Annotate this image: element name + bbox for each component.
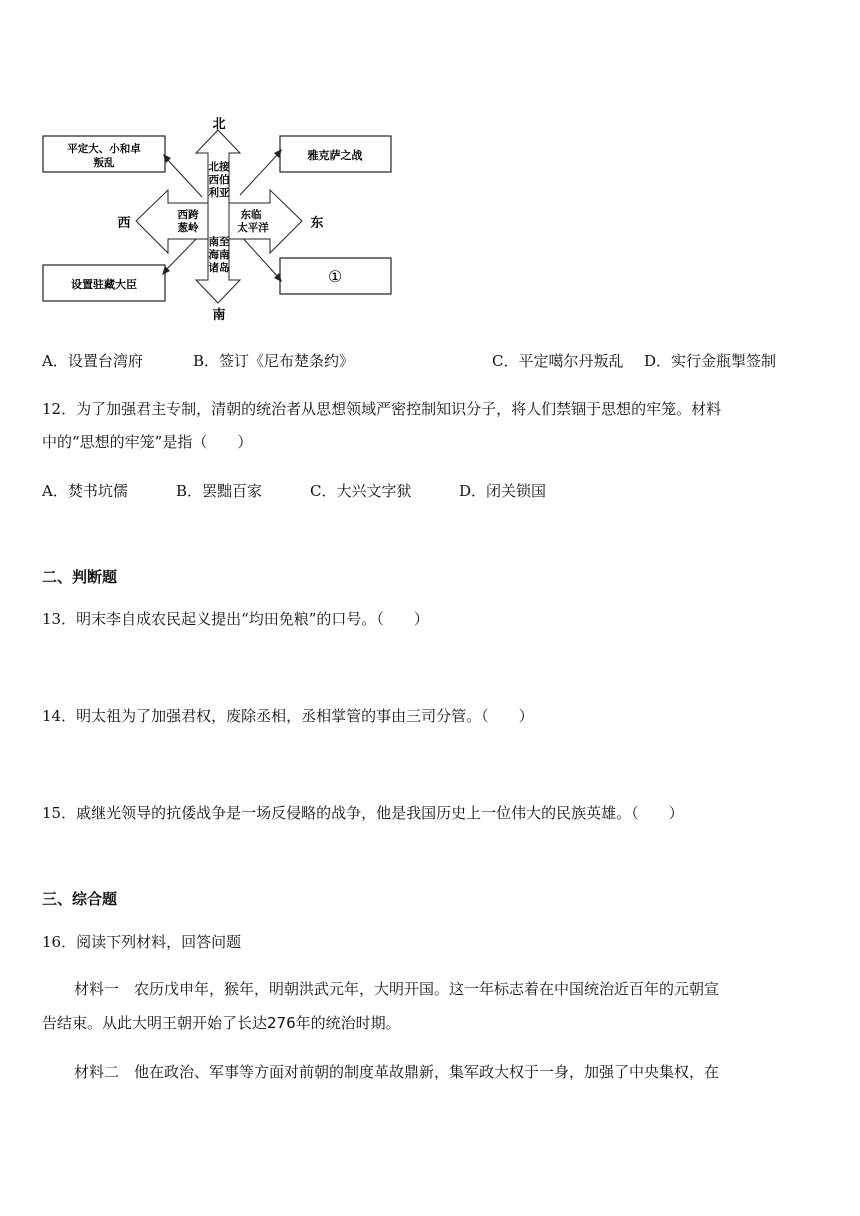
q11-option-b: B．签订《尼布楚条约》: [193, 352, 355, 370]
arrow-south-l3: 诸岛: [208, 262, 230, 274]
arrow-north-l3: 利亚: [208, 187, 230, 199]
q14-text: 14．明太祖为了加强君权，废除丞相，丞相掌管的事由三司分管。（ ）: [42, 707, 534, 725]
arrow-south-l1: 南至: [208, 236, 230, 248]
box-top-left-line2: 叛乱: [93, 157, 115, 169]
arrow-north-l1: 北接: [208, 161, 230, 173]
box-top-right-text: 雅克萨之战: [307, 149, 363, 162]
arrow-west-l1: 西跨: [177, 209, 199, 221]
arrow-east-l2: 太平洋: [237, 222, 269, 234]
q12-option-a: A．焚书坑儒: [42, 482, 128, 500]
q13-text: 13．明末李自成农民起义提出“均田免粮”的口号。（ ）: [42, 610, 429, 628]
q16-text: 16．阅读下列材料，回答问题: [42, 933, 242, 951]
box-bottom-right-marker: ①: [327, 267, 343, 286]
arrow-west-l2: 葱岭: [177, 222, 199, 234]
q12-stem-line2: 中的“思想的牢笼”是指（ ）: [42, 433, 253, 451]
q11-option-d: D．实行金瓶掣签制: [644, 352, 777, 370]
q15-text: 15．戚继光领导的抗倭战争是一场反侵略的战争，他是我国历史上一位伟大的民族英雄。（ ）: [42, 804, 684, 822]
section-heading-judgement: 二、判断题: [42, 568, 118, 586]
label-south: 南: [212, 308, 226, 323]
material1-line2: 告结束。从此大明王朝开始了长达276年的统治时期。: [42, 1014, 401, 1032]
arrow-east-l1: 东临: [240, 209, 262, 221]
q12-option-b: B．罢黜百家: [176, 482, 263, 500]
q12-option-c: C．大兴文字狱: [310, 482, 412, 500]
section-heading-comprehensive: 三、综合题: [42, 890, 118, 908]
material1-line1: 材料一 农历戊申年，猴年，明朝洪武元年，大明开国。这一年标志着在中国统治近百年的元朝宣: [74, 980, 720, 998]
territory-diagram: [30, 108, 400, 323]
arrow-south-l2: 海南: [208, 249, 230, 261]
label-west: 西: [117, 216, 131, 231]
arrow-north-l2: 西伯: [208, 174, 230, 186]
box-bottom-left-text: 设置驻藏大臣: [71, 278, 137, 291]
label-north: 北: [212, 117, 226, 132]
box-top-left-line1: 平定大、小和卓: [67, 143, 141, 155]
q12-option-d: D．闭关锁国: [459, 482, 547, 500]
q11-option-a: A．设置台湾府: [42, 352, 143, 370]
material2-line1: 材料二 他在政治、军事等方面对前朝的制度革故鼎新，集军政大权于一身，加强了中央集权，在: [74, 1063, 720, 1081]
label-east: 东: [310, 216, 324, 231]
q11-option-c: C．平定噶尔丹叛乱: [492, 352, 624, 370]
q12-stem-line1: 12．为了加强君主专制，清朝的统治者从思想领域严密控制知识分子，将人们禁锢于思想的牢笼。材料: [42, 400, 722, 418]
